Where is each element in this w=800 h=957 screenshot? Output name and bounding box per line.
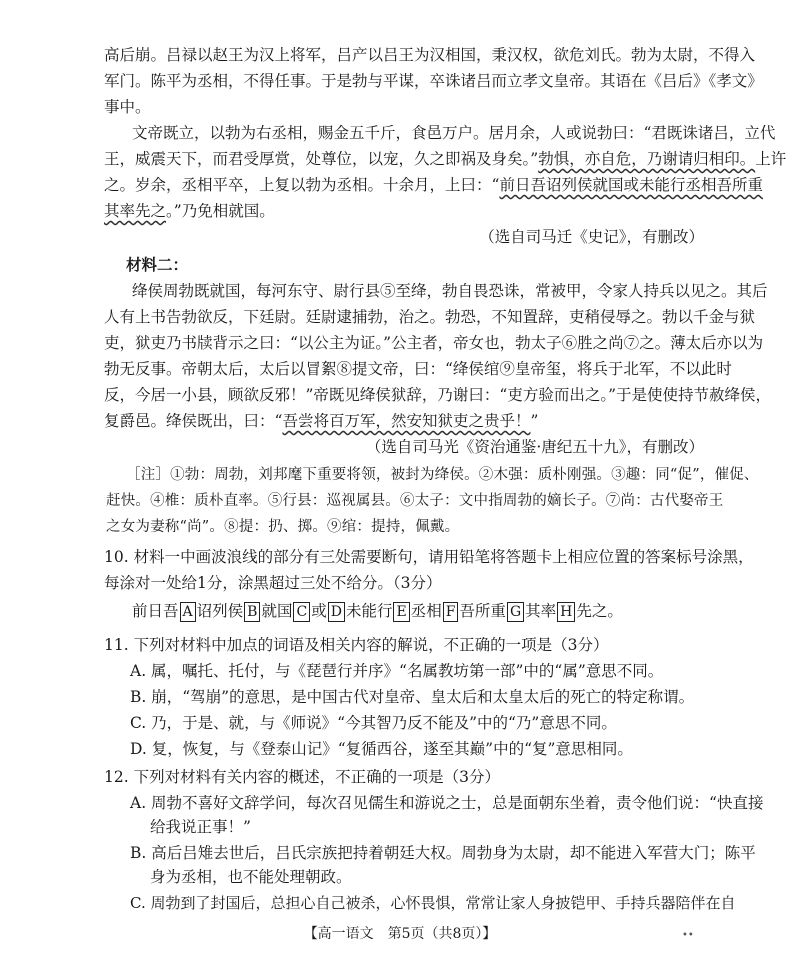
answer-box-e[interactable]: E (393, 602, 409, 622)
answer-box-a[interactable]: A (180, 602, 196, 622)
option-c[interactable]: C. 乃，于是、就，与《师说》“今其智乃反不能及”中的“乃”意思不同。 (130, 714, 617, 732)
note-line: ［注］①勃：周勃，刘邦麾下重要将领，被封为绛侯。②木强：质朴刚强。③趣：同“促”，催促、 (126, 467, 759, 483)
text-line: 吏，狱吏乃书牍背示之曰：“以公主为证。”公主者，帝女也，勃太子⑥胜之尚⑦之。薄太后亦以为 (104, 334, 764, 352)
text-segment: 复爵邑。绛侯既出，曰：“ (104, 412, 283, 430)
sentence-segment: 吾所重 (459, 602, 506, 620)
text-line: 事中。 (104, 98, 151, 116)
sentence-segment: 诏列侯 (196, 602, 244, 620)
text-segment: 之。岁余，丞相平卒，上复以勃为丞相。十余月，上曰：“ (104, 176, 500, 194)
answer-box-g[interactable]: G (507, 602, 524, 622)
text-line (104, 408, 704, 434)
text-line: 高后崩。吕禄以赵王为汉上将军，吕产以吕王为汉相国，秉汉权，欲危刘氏。勃为太尉，不得入 (104, 46, 756, 64)
page-mark: •• (682, 930, 694, 941)
wavy-underlined-text: 其率先之 (104, 202, 167, 220)
question-11-stem: 11. 下列对材料中加点的词语及相关内容的解说，不正确的一项是（3分） (104, 636, 609, 654)
option-b[interactable]: B. 崩，“驾崩”的意思，是中国古代对皇帝、皇太后和太皇太后的死亡的特定称谓。 (130, 688, 695, 706)
answer-box-h[interactable]: H (557, 602, 575, 622)
wavy-underlined-text: 勃惧，亦自危，乃谢请归相印。 (538, 150, 756, 168)
question-10-stem: 10. 材料一中画波浪线的部分有三处需要断句，请用铅笔将答题卡上相应位置的答案标号涂黑， (104, 548, 754, 566)
text-line (104, 172, 763, 198)
option-b-continued: 身为丞相，也不能处理朝政。 (150, 868, 352, 886)
text-line: 勃无反事。帝朝太后，太后以冒絮⑧提文帝，曰：“绛侯绾⑨皇帝玺，将兵于北军，不以此时 (104, 360, 732, 378)
text-line (104, 198, 704, 224)
text-line: 军门。陈平为丞相，不得任事。于是勃与平谋，卒诛诸吕而立孝文皇帝。其语在《吕后》《孝文》 (104, 72, 763, 90)
sentence-segment: 就国 (261, 602, 293, 620)
sentence-segment: 丞相 (410, 602, 442, 620)
sentence-segment: 前日吾 (132, 602, 179, 620)
wavy-underlined-text: 吾尝将百万军，然安知狱吏之贵乎！ (282, 412, 531, 430)
text-segment: 。”乃免相就国。 (166, 202, 275, 220)
text-segment: 王，威震天下，而君受厚赏，处尊位，以宠，久之即祸及身矣。” (104, 150, 539, 168)
sentence-segment: 其率 (525, 602, 557, 620)
option-b[interactable]: B. 高后吕雉去世后，吕氏宗族把持着朝廷大权。周勃身为太尉，却不能进入军营大门；陈平 (130, 844, 756, 862)
sentence-segment: 先之。 (576, 602, 623, 620)
wavy-underlined-text: 前日吾诏列侯就国或未能行丞相吾所重 (499, 176, 763, 194)
answer-box-c[interactable]: C (293, 602, 310, 622)
note-line: 之女为妻称“尚”。⑧提：扔、掷。⑨绾：提持，佩戴。 (106, 519, 460, 535)
source-citation: （选自司马迁《史记》，有删改） (479, 228, 704, 246)
option-a-continued: 给我说正事！” (150, 818, 251, 836)
option-a[interactable]: A. 周勃不喜好文辞学问，每次召见儒生和游说之士，总是面朝东坐着，责令他们说：“快直接 (130, 794, 764, 812)
question-10-sentence (132, 598, 704, 624)
sentence-segment: 或 (311, 602, 327, 620)
note-line: 赶快。④椎：质朴直率。⑤行县：巡视属县。⑥太子：文中指周勃的嫡长子。⑦尚：古代娶帝王 (106, 493, 724, 509)
option-d[interactable]: D. 复，恢复，与《登泰山记》“复循西谷，遂至其巅”中的“复”意思相同。 (130, 740, 633, 758)
question-10-stem: 每涂对一处给1分，涂黑超过三处不给分。（3分） (104, 574, 442, 592)
text-line: 绛侯周勃既就国，每河东守、尉行县⑤至绛，勃自畏恐诛，常被甲，令家人持兵以见之。其后 (132, 282, 768, 300)
text-line: 文帝既立，以勃为右丞相，赐金五千斤，食邑万户。居月余，人或说勃曰：“君既诛诸吕，立代 (132, 124, 776, 142)
question-12-stem: 12. 下列对材料有关内容的概述，不正确的一项是（3分） (104, 768, 500, 786)
page-footer: 【高一语文 第5页（共8页）】 (303, 926, 497, 942)
option-c[interactable]: C. 周勃到了封国后，总担心自己被杀，心怀畏惧，常常让家人身披铠甲、手持兵器陪伴在自 (130, 894, 736, 912)
text-line: 反，今居一小县，顾欲反邪！”帝既见绛侯狱辞，乃谢曰：“吏方验而出之。”于是使使持节赦绛侯， (104, 386, 772, 404)
answer-box-d[interactable]: D (328, 602, 345, 622)
answer-box-f[interactable]: F (443, 602, 459, 622)
source-citation: （选自司马光《资治通鉴·唐纪五十九》，有删改） (365, 438, 704, 456)
option-a[interactable]: A. 属，嘱托、托付，与《琵琶行并序》“名属教坊第一部”中的“属”意思不同。 (130, 662, 664, 680)
text-line: 人有上书告勃欲反，下廷尉。廷尉逮捕勃，治之。勃恐，不知置辞，吏稍侵辱之。勃以千金与狱 (104, 308, 756, 326)
text-segment: ” (530, 412, 539, 430)
answer-box-b[interactable]: B (244, 602, 260, 622)
material-heading: 材料二： (126, 255, 189, 274)
sentence-segment: 未能行 (345, 602, 393, 620)
text-segment: 上许 (755, 150, 787, 168)
text-line (104, 146, 787, 172)
